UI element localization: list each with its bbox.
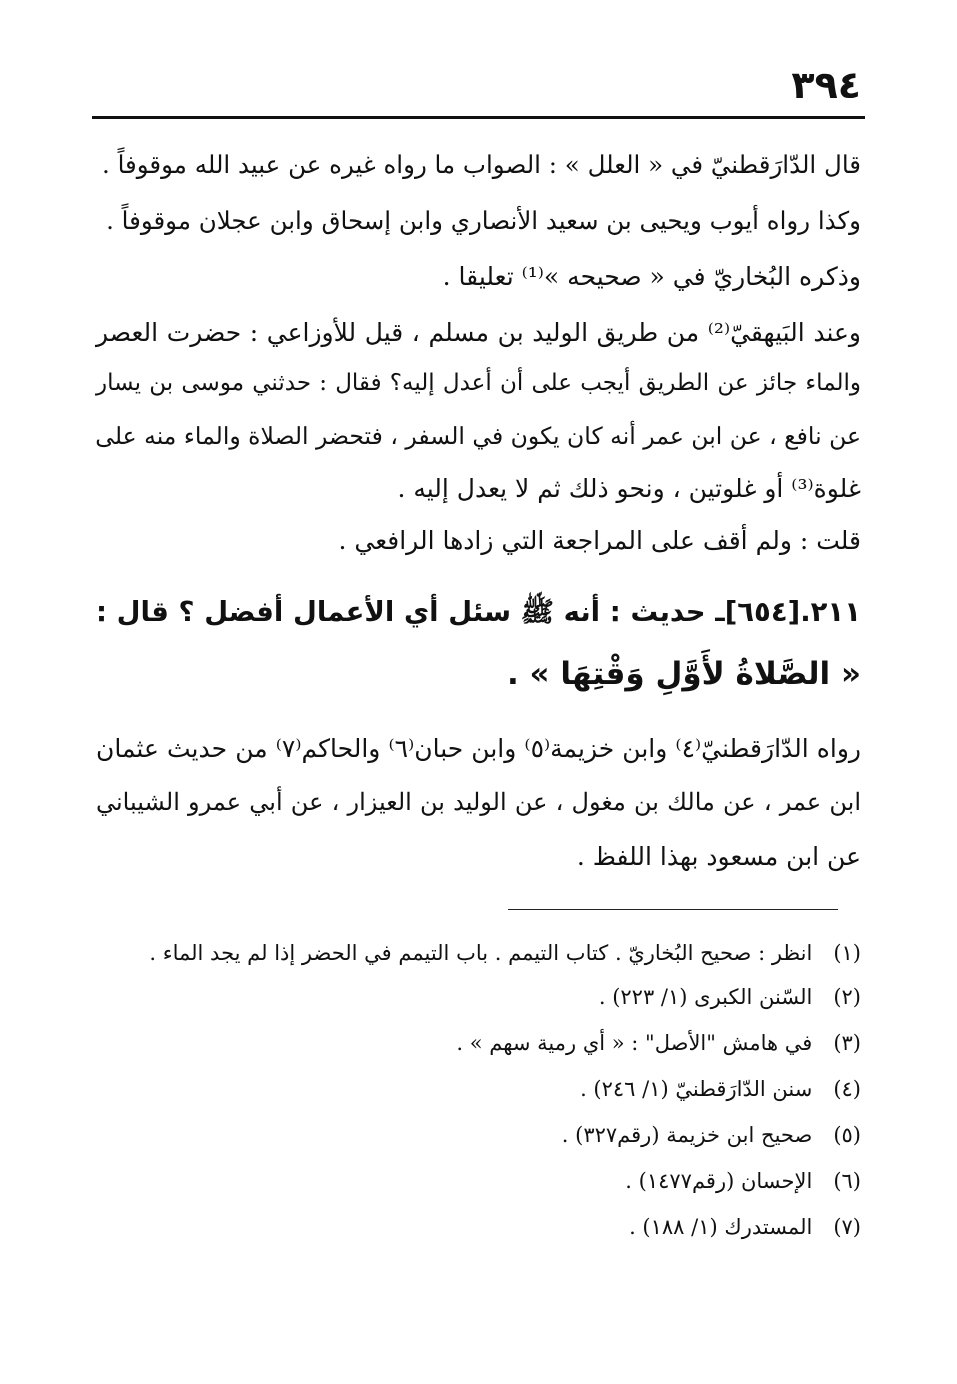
body-line-4: وعند البَيهقيّ⁽²⁾ من طريق الوليد بن مسلم ، قيل للأوزاعي : حضرت العصر — [96, 318, 861, 347]
footnote-text: المستدرك (١/ ١٨٨) . — [629, 1215, 813, 1239]
footnote-1 — [96, 941, 861, 966]
body-line-1: قال الدّارَقطنيّ في « العلل » : الصواب ما رواه غيره عن عبيد الله موقوفاً . — [102, 150, 861, 179]
footnote-number: (١) — [833, 941, 861, 965]
body-line-2: وكذا رواه أيوب ويحيى بن سعيد الأنصاري وابن إسحاق وابن عجلان موقوفاً . — [106, 206, 861, 235]
footnote-text: في هامش "الأصل" : « أي رمية سهم » . — [456, 1031, 813, 1055]
takhrij-line-3: عن ابن مسعود بهذا اللفظ . — [576, 842, 861, 871]
footnote-rule — [508, 909, 838, 910]
footnote-number: (٣) — [833, 1031, 861, 1055]
footnote-4 — [96, 1077, 861, 1102]
footnote-3 — [96, 1031, 861, 1056]
body-line-8: قلت : ولم أقف على المراجعة التي زادها الرافعي . — [338, 526, 861, 555]
footnote-text: سنن الدّارَقطنيّ (١/ ٢٤٦) . — [580, 1077, 813, 1101]
footnote-number: (٦) — [833, 1169, 861, 1193]
page-number: ٣٩٤ — [791, 63, 861, 107]
footnote-5 — [96, 1123, 861, 1148]
footnote-7 — [96, 1215, 861, 1240]
takhrij-line-2: ابن عمر ، عن مالك بن مغول ، عن الوليد بن العيزار ، عن أبي عمرو الشيباني — [96, 788, 861, 816]
footnote-number: (٧) — [833, 1215, 861, 1239]
takhrij-line-1: رواه الدّارَقطنيّ⁽٤⁾ وابن خزيمة⁽٥⁾ وابن حبان⁽٦⁾ والحاكم⁽٧⁾ من حديث عثمان — [96, 734, 861, 763]
footnote-number: (٥) — [833, 1123, 861, 1147]
body-line-3: وذكره البُخاريّ في « صحيحه »⁽¹⁾ تعليقا . — [442, 262, 861, 291]
body-line-7: غلوة⁽³⁾ أو غلوتين ، ونحو ذلك ثم لا يعدل إليه . — [397, 474, 861, 503]
footnote-2 — [96, 985, 861, 1010]
hadith-text: « الصَّلاةُ لأَوَّلِ وَقْتِهَا » . — [506, 656, 861, 692]
header-rule — [92, 116, 865, 119]
footnote-text: السّنن الكبرى (١/ ٢٢٣) . — [598, 985, 813, 1009]
body-line-6: عن نافع ، عن ابن عمر أنه كان يكون في السفر ، فتحضر الصلاة والماء منه على — [95, 422, 861, 450]
footnote-6 — [96, 1169, 861, 1194]
footnote-text: انظر : صحيح البُخاريّ . كتاب التيمم . باب التيمم في الحضر إذا لم يجد الماء . — [149, 941, 813, 965]
body-line-5: والماء جائز عن الطريق أيجب على أن أعدل إليه؟ فقال : حدثني موسى بن يسار — [96, 370, 861, 396]
footnote-text: الإحسان (رقم١٤٧٧) . — [625, 1169, 813, 1193]
hadith-heading: ٢١١.[٦٥٤]ـ حديث : أنه ﷺ سئل أي الأعمال أفضل ؟ قال : — [96, 596, 861, 628]
footnote-number: (٢) — [833, 985, 861, 1009]
footnote-number: (٤) — [833, 1077, 861, 1101]
footnote-text: صحيح ابن خزيمة (رقم٣٢٧) . — [561, 1123, 813, 1147]
